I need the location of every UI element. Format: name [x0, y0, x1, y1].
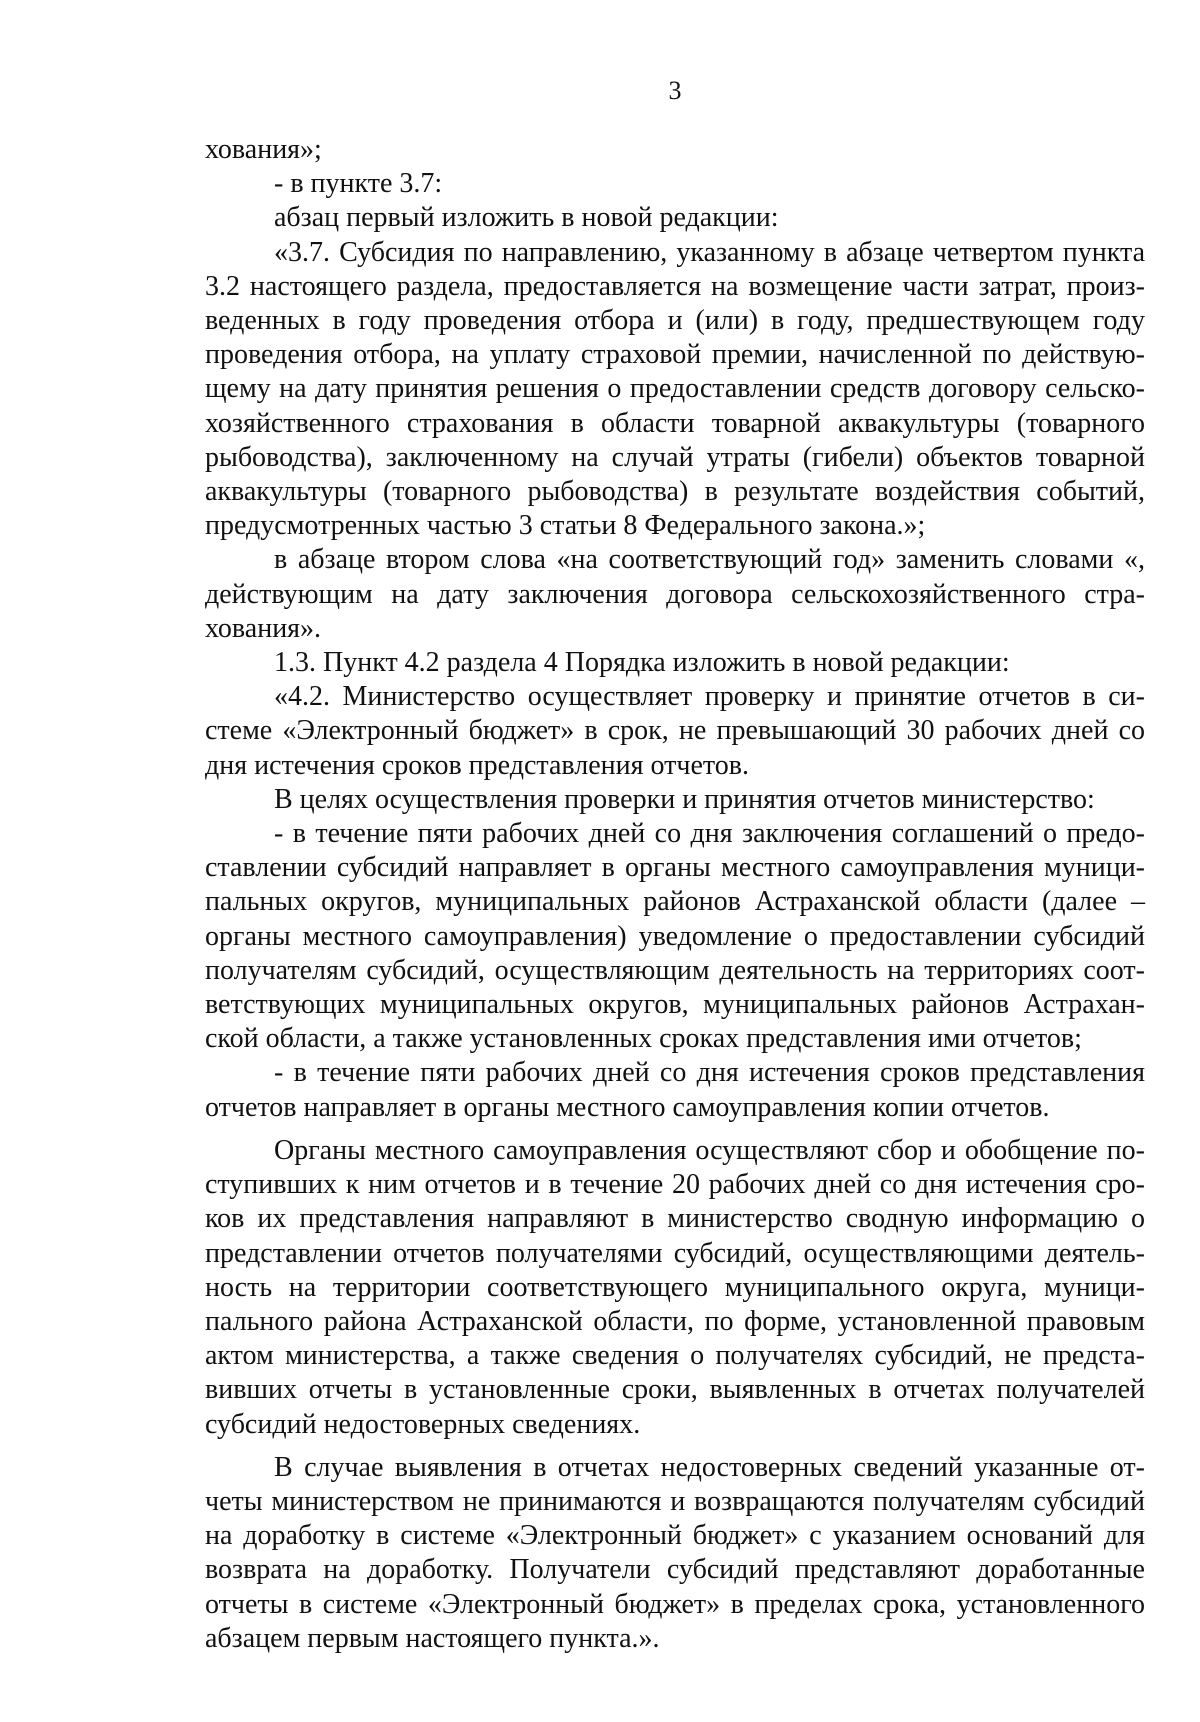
paragraph: «4.2. Министерство осуществляет проверку и принятие отчетов в системе «Электронный бюджет» в срок, не превышающий 30 рабочих дней со дня истечения сроков представления отчетов.	[205, 681, 1145, 781]
document-body	[205, 133, 1145, 1656]
page-number: 3	[668, 76, 682, 105]
paragraph: хования»;	[205, 134, 322, 165]
paragraph: - в течение пяти рабочих дней со дня истечения сроков представления отчетов направляет в органы местного самоуправления копии отчетов.	[205, 1057, 1145, 1123]
paragraph: Органы местного самоуправления осуществляют сбор и обобщение поступивших к ним отчетов и в течение 20 рабочих дней со дня истечения сроков их представления направляют в министерство сводную информацию о представлении отчетов получателями субсидий, осуществляющими деятельность на территории соответствующего муниципального округа, муниципального района Астраханской области, по форме, установленной правовым актом министерства, а также сведения о получателях субсидий, не представивших отчеты в установленные сроки, выявленных в отчетах получателей субсидий недостоверных сведениях.	[205, 1134, 1145, 1440]
paragraph: «3.7. Субсидия по направлению, указанному в абзаце четвертом пункта 3.2 настоящего раздела, предоставляется на возмещение части затрат, произведенных в году проведения отбора и (или) в году, предшествующем году проведения отбора, на уплату страховой премии, начисленной по действующему на дату принятия решения о предоставлении средств договору сельскохозяйственного страхования в области товарной аквакультуры (товарного рыбоводства), заключенному на случай утраты (гибели) объектов товарной аквакультуры (товарного рыбоводства) в результате воздействия событий, предусмотренных частью 3 статьи 8 Федерального закона.»;	[205, 236, 1145, 542]
paragraph: - в течение пяти рабочих дней со дня заключения соглашений о предоставлении субсидий направляет в органы местного самоуправления муниципальных округов, муниципальных районов Астраханской области (далее – органы местного самоуправления) уведомление о предоставлении субсидий получателям субсидий, осуществляющим деятельность на территориях соответствующих муниципальных округов, муниципальных районов Астраханской области, а также установленных сроках представления ими отчетов;	[205, 818, 1145, 1055]
paragraph: В случае выявления в отчетах недостоверных сведений указанные отчеты министерством не принимаются и возвращаются получателям субсидий на доработку в системе «Электронный бюджет» с указанием оснований для возврата на доработку. Получатели субсидий представляют доработанные отчеты в системе «Электронный бюджет» в пределах срока, установленного абзацем первым настоящего пункта.».	[205, 1451, 1145, 1654]
paragraph: 1.3. Пункт 4.2 раздела 4 Порядка изложить в новой редакции:	[274, 647, 1010, 679]
paragraph: В целях осуществления проверки и принятия отчетов министерство:	[274, 783, 1095, 815]
paragraph: абзац первый изложить в новой редакции:	[274, 202, 779, 234]
paragraph: в абзаце втором слова «на соответствующий год» заменить словами «, действующим на дату заключения договора сельскохозяйственного страхования».	[205, 544, 1145, 644]
paragraph: - в пункте 3.7:	[274, 168, 443, 200]
